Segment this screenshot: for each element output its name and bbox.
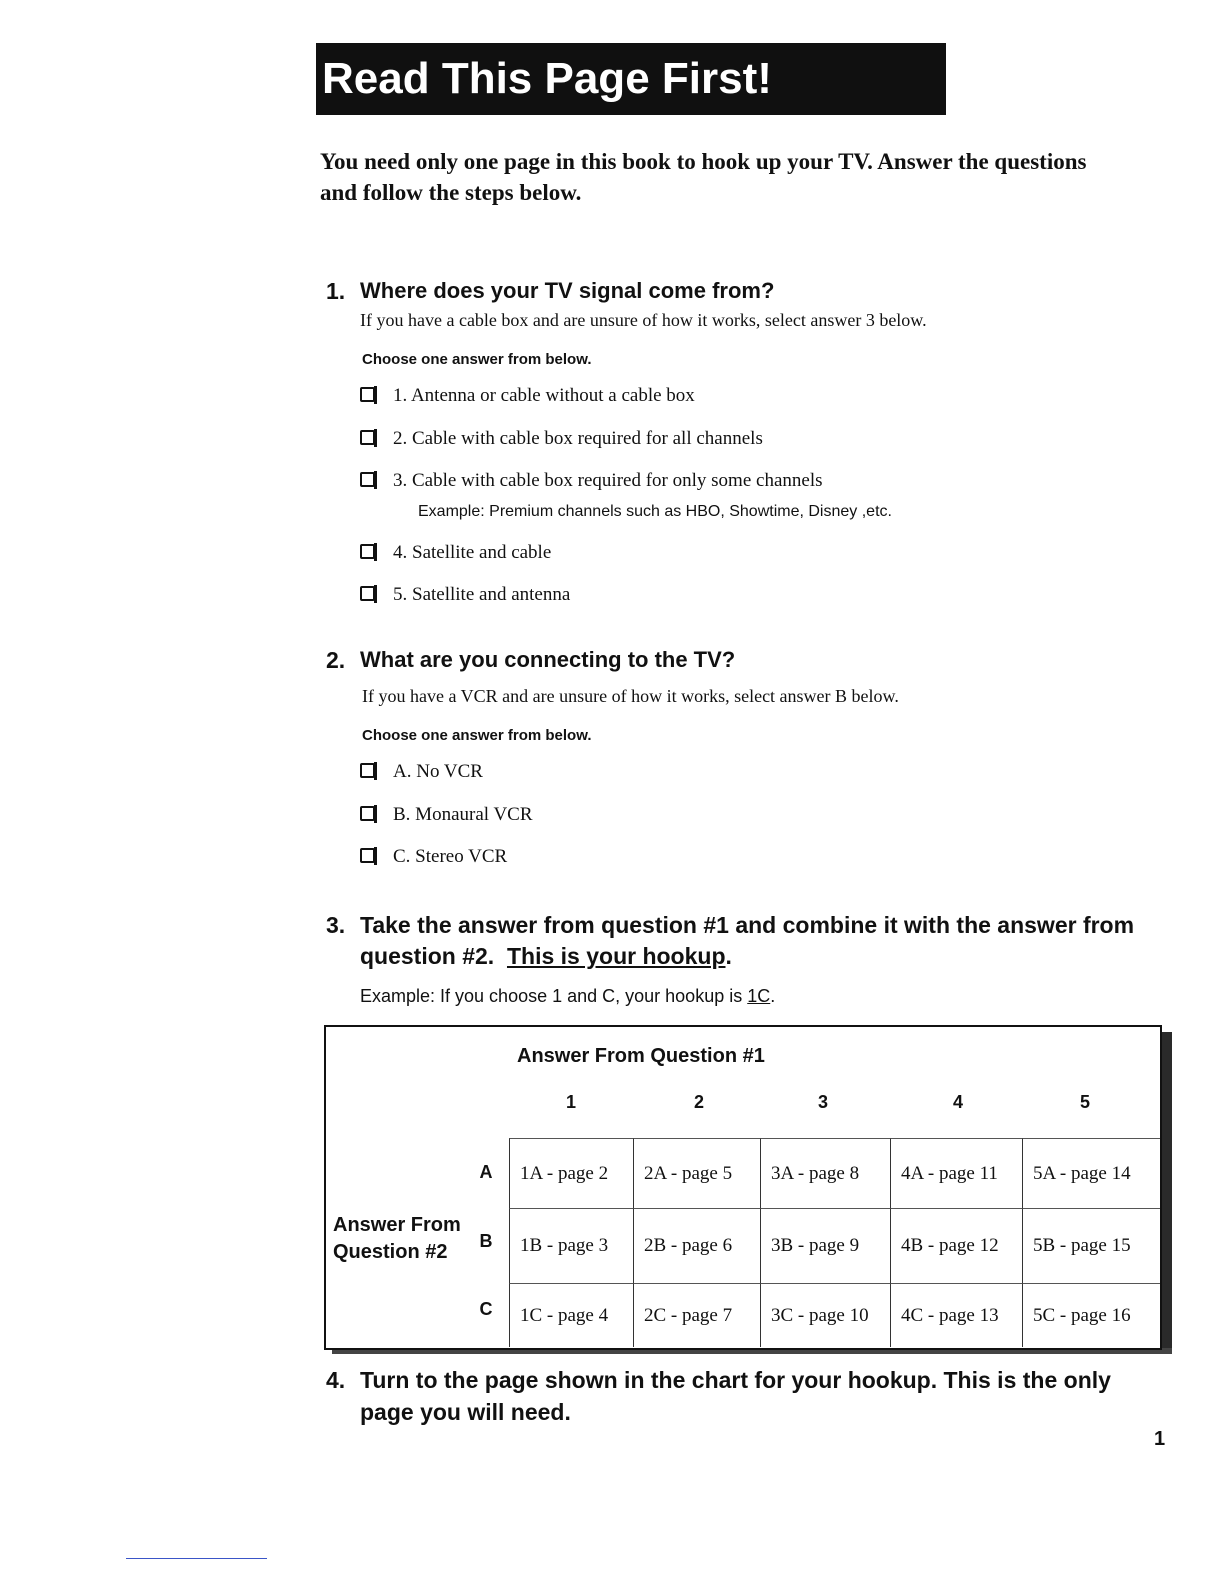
q1-choose-label: Choose one answer from below. <box>362 351 592 368</box>
chart-cell: 1A - page 2 <box>509 1138 633 1208</box>
q4-line1: Turn to the page shown in the chart for your hookup. This is the only <box>360 1367 1111 1393</box>
option-label: C. Stereo VCR <box>393 846 508 867</box>
chart-cell: 1C - page 4 <box>509 1283 633 1347</box>
chart-column-title: Answer From Question #1 <box>517 1045 765 1067</box>
checkbox-icon[interactable] <box>360 806 375 821</box>
option-label: 1. Antenna or cable without a cable box <box>393 385 695 406</box>
q2-choose-label: Choose one answer from below. <box>362 727 592 744</box>
chart-row-header: C <box>479 1299 493 1319</box>
chart-cell: 4A - page 11 <box>890 1138 1022 1208</box>
chart-cell: 5B - page 15 <box>1022 1208 1160 1283</box>
q3-example-prefix: Example: If you choose 1 and C, your hookup is <box>360 986 748 1006</box>
q3-line1: Take the answer from question #1 and combine it with the answer from <box>360 912 1135 938</box>
q3-example-value: 1C <box>747 986 771 1006</box>
option-label: 4. Satellite and cable <box>393 542 552 563</box>
chart-column-header: 4 <box>952 1092 963 1112</box>
chart-row-title-line1: Answer From <box>333 1214 461 1236</box>
q3-line2-suffix: . <box>725 943 732 969</box>
chart-cell: 1B - page 3 <box>509 1208 633 1283</box>
page-title-banner: Read This Page First! <box>316 43 946 115</box>
q1-title: Where does your TV signal come from? <box>360 278 775 303</box>
option-label: 2. Cable with cable box required for all channels <box>393 428 763 449</box>
q1-note: If you have a cable box and are unsure of how it works, select answer 3 below. <box>360 310 927 330</box>
chart-cell: 2B - page 6 <box>633 1208 760 1283</box>
option-label: B. Monaural VCR <box>393 804 533 825</box>
chart-cell: 4B - page 12 <box>890 1208 1022 1283</box>
chart-cell: 2C - page 7 <box>633 1283 760 1347</box>
chart-cell: 5C - page 16 <box>1022 1283 1160 1347</box>
option-label: A. No VCR <box>393 761 483 782</box>
checkbox-icon[interactable] <box>360 544 375 559</box>
chart-column-header: 2 <box>693 1092 704 1112</box>
intro-text: You need only one page in this book to hook up your TV. Answer the questions and follow the steps below. <box>320 149 1087 205</box>
option-label: 5. Satellite and antenna <box>393 584 571 605</box>
q3-line2 <box>360 941 732 972</box>
q2-note: If you have a VCR and are unsure of how it works, select answer B below. <box>362 686 899 706</box>
chart-row-header: A <box>479 1162 493 1182</box>
q4-line2: page you will need. <box>360 1399 571 1425</box>
chart-row-title <box>333 1212 461 1266</box>
chart-row-title-line2: Question #2 <box>333 1241 448 1263</box>
checkbox-icon[interactable] <box>360 387 375 402</box>
chart-column-header: 1 <box>565 1092 576 1112</box>
q1-number: 1. <box>326 278 346 304</box>
q4-number: 4. <box>326 1367 346 1393</box>
q3-number: 3. <box>326 912 346 938</box>
option-label: 3. Cable with cable box required for only some channels <box>393 470 823 491</box>
checkbox-icon[interactable] <box>360 472 375 487</box>
checkbox-icon[interactable] <box>360 848 375 863</box>
footer-rule <box>126 1558 267 1559</box>
chart-cell: 5A - page 14 <box>1022 1138 1160 1208</box>
chart-cell: 3A - page 8 <box>760 1138 890 1208</box>
chart-cell: 2A - page 5 <box>633 1138 760 1208</box>
chart-column-header: 5 <box>1079 1092 1090 1112</box>
chart-cell: 3C - page 10 <box>760 1283 890 1347</box>
checkbox-icon[interactable] <box>360 586 375 601</box>
q3-example-suffix: . <box>770 986 776 1006</box>
chart-column-header: 3 <box>817 1092 828 1112</box>
chart-shadow <box>1162 1032 1172 1354</box>
chart-cell: 3B - page 9 <box>760 1208 890 1283</box>
q2-number: 2. <box>326 647 346 673</box>
q1-example: Example: Premium channels such as HBO, Showtime, Disney ,etc. <box>418 503 892 520</box>
q2-title: What are you connecting to the TV? <box>360 647 736 672</box>
q3-hookup-emphasis: This is your hookup <box>506 943 726 969</box>
chart-row-header: B <box>479 1231 493 1251</box>
checkbox-icon[interactable] <box>360 430 375 445</box>
q3-line2-prefix: question #2. <box>360 943 495 969</box>
chart-cell: 4C - page 13 <box>890 1283 1022 1347</box>
page-number: 1 <box>1154 1428 1166 1450</box>
checkbox-icon[interactable] <box>360 763 375 778</box>
q3-example <box>360 986 775 1007</box>
